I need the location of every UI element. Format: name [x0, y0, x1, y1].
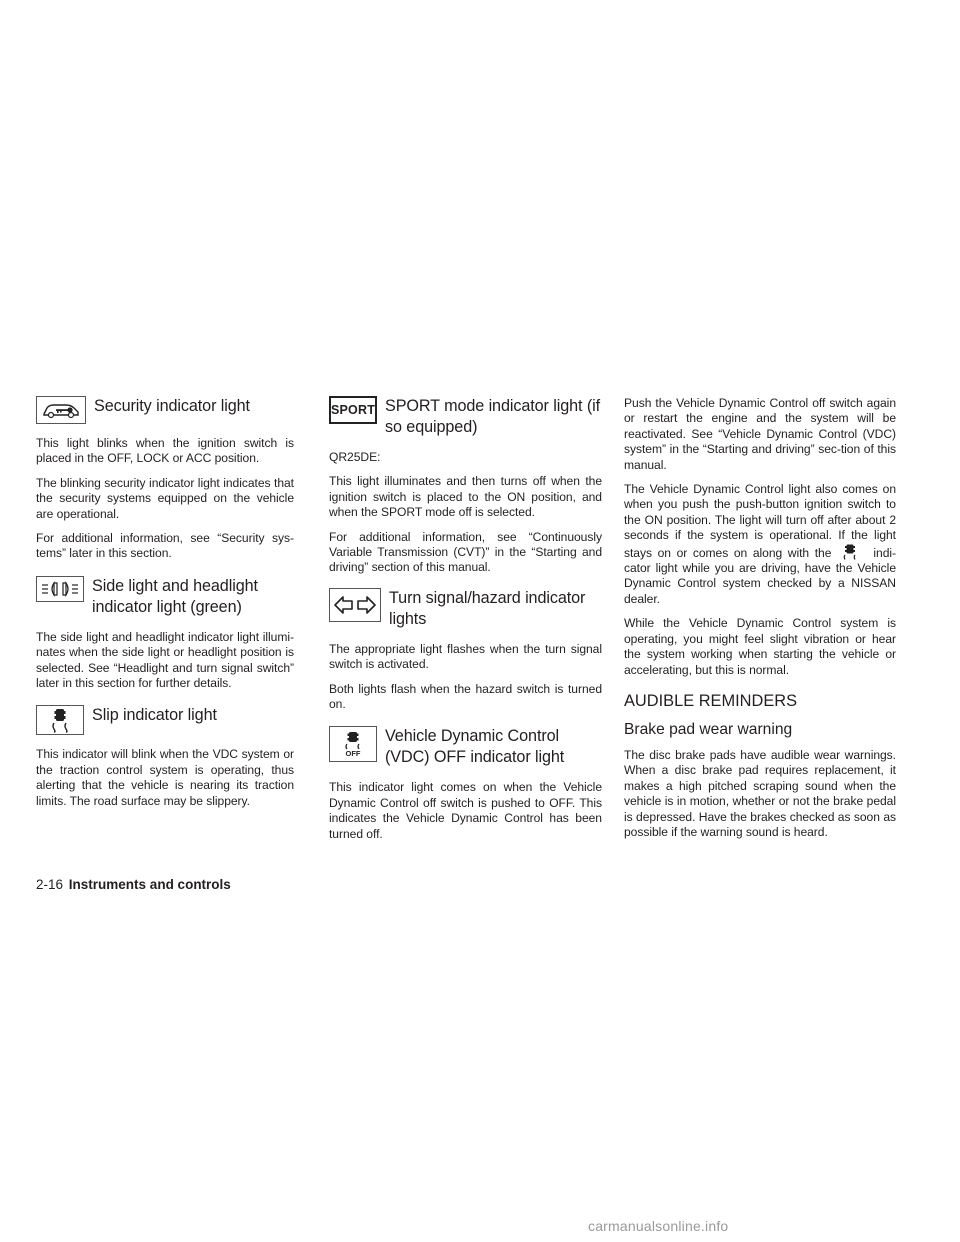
chapter-title: Instruments and controls	[68, 877, 231, 892]
page-number: 2-16	[36, 877, 64, 892]
watermark: carmanualsonline.info	[588, 1218, 729, 1234]
page-footer	[36, 877, 231, 892]
vdc-title-line1: Vehicle Dynamic Control	[385, 727, 560, 746]
vdc-continued-paragraph-2	[624, 482, 896, 607]
sport-paragraph-1: QR25DE:	[329, 450, 381, 464]
sport-title-line1: SPORT mode indicator light (if	[385, 397, 601, 415]
brake-pad-heading: Brake pad wear warning	[624, 720, 793, 738]
turn-paragraph-2: Both lights flash when the hazard switch is turned on.	[329, 681, 602, 712]
sport-icon-text: SPORT	[330, 403, 376, 417]
sidelight-title-line2: indicator light (green)	[92, 597, 242, 616]
security-heading	[36, 396, 294, 424]
turn-signal-arrows-icon	[329, 588, 381, 622]
vdc-continued-paragraph-1: Push the Vehicle Dynamic Control off switch again or restart the engine and the system will be reactivated. See “Vehicle Dynamic Control (VDC) system” in the “Starting and driving” sec-tion of this manual.	[624, 396, 896, 472]
car-key-icon	[36, 396, 86, 424]
vdc-off-icon	[329, 726, 377, 762]
security-paragraph-1: This light blinks when the ignition switch is placed in the OFF, LOCK or ACC position.	[36, 436, 294, 466]
security-paragraph-3: For additional information, see “Security sys-tems” later in this section.	[36, 531, 294, 561]
audible-reminders-heading: AUDIBLE REMINDERS	[624, 691, 798, 710]
vdc-continued-paragraph-3: While the Vehicle Dynamic Control system is operating, you might feel slight vibration or hear the system working when starting the vehicle or accelerating, but this is normal.	[624, 616, 896, 677]
vdc-title	[377, 726, 564, 768]
paragraph-2-start: The Vehicle Dynamic Control light also comes on when you push the push-button ignition switch to the ON position. The light will turn off after about 2 seconds if the system is operational. If the light stays on or comes on along with the	[624, 482, 896, 560]
sport-paragraph-3: For additional information, see “Continuously Variable Transmission (CVT)” in the “Starting and driving” section of this manual.	[329, 529, 602, 575]
brake-pad-paragraph: The disc brake pads have audible wear warnings. When a disc brake pad requires replacement, it makes a high pitched scraping sound when the vehicle is in motion, whether or not the brake pedal is depressed. Have the brakes checked as soon as possible if the warning sound is heard.	[624, 747, 896, 839]
sport-title	[377, 396, 600, 438]
sport-paragraph-2: This light illuminates and then turns off when the ignition switch is placed to the ON position, and when the SPORT mode off is selected.	[329, 474, 602, 520]
slip-icon	[36, 705, 84, 735]
sidelight-heading	[36, 576, 294, 618]
sport-icon	[329, 396, 377, 424]
column-3	[624, 396, 896, 849]
security-title: Security indicator light	[94, 397, 250, 415]
vdc-paragraph: This indicator light comes on when the Vehicle Dynamic Control off switch is pushed to OFF. This indicates the Vehicle Dynamic Control has been turned off.	[329, 780, 602, 841]
slip-title: Slip indicator light	[92, 706, 217, 725]
paragraph-2-end: indi-cator light while you are driving, have the Vehicle Dynamic Control system checked by a NISSAN dealer.	[624, 545, 896, 606]
sidelight-title-line1: Side light and headlight	[92, 576, 258, 595]
turn-paragraph-1: The appropriate light flashes when the turn signal switch is activated.	[329, 641, 602, 672]
turn-title	[381, 588, 585, 630]
slip-paragraph: This indicator will blink when the VDC system or the traction control system is operating, thus alerting that the vehicle is nearing its traction limits. The road surface may be slippery.	[36, 747, 294, 808]
security-paragraph-2: The blinking security indicator light indicates that the security systems equipped on the vehicle are operational.	[36, 475, 294, 521]
sport-title-line2: so equipped)	[385, 418, 478, 436]
turn-title-line1: Turn signal/hazard indicator	[389, 588, 586, 607]
sidelight-paragraph: The side light and headlight indicator light illumi-nates when the side light or headlight position is selected. See “Headlight and turn signal switch” later in this section for further details.	[36, 629, 294, 691]
vdc-heading	[329, 726, 602, 768]
sidelight-title	[84, 576, 258, 618]
vdc-off-text: OFF	[345, 749, 361, 759]
column-1	[36, 396, 294, 818]
turn-heading	[329, 588, 602, 630]
slip-inline-icon	[839, 544, 861, 560]
sport-heading	[329, 396, 602, 438]
turn-title-line2: lights	[389, 609, 427, 628]
column-2	[329, 396, 602, 851]
slip-heading	[36, 705, 294, 735]
vdc-title-line2: (VDC) OFF indicator light	[385, 748, 565, 767]
side-light-icon	[36, 576, 84, 602]
